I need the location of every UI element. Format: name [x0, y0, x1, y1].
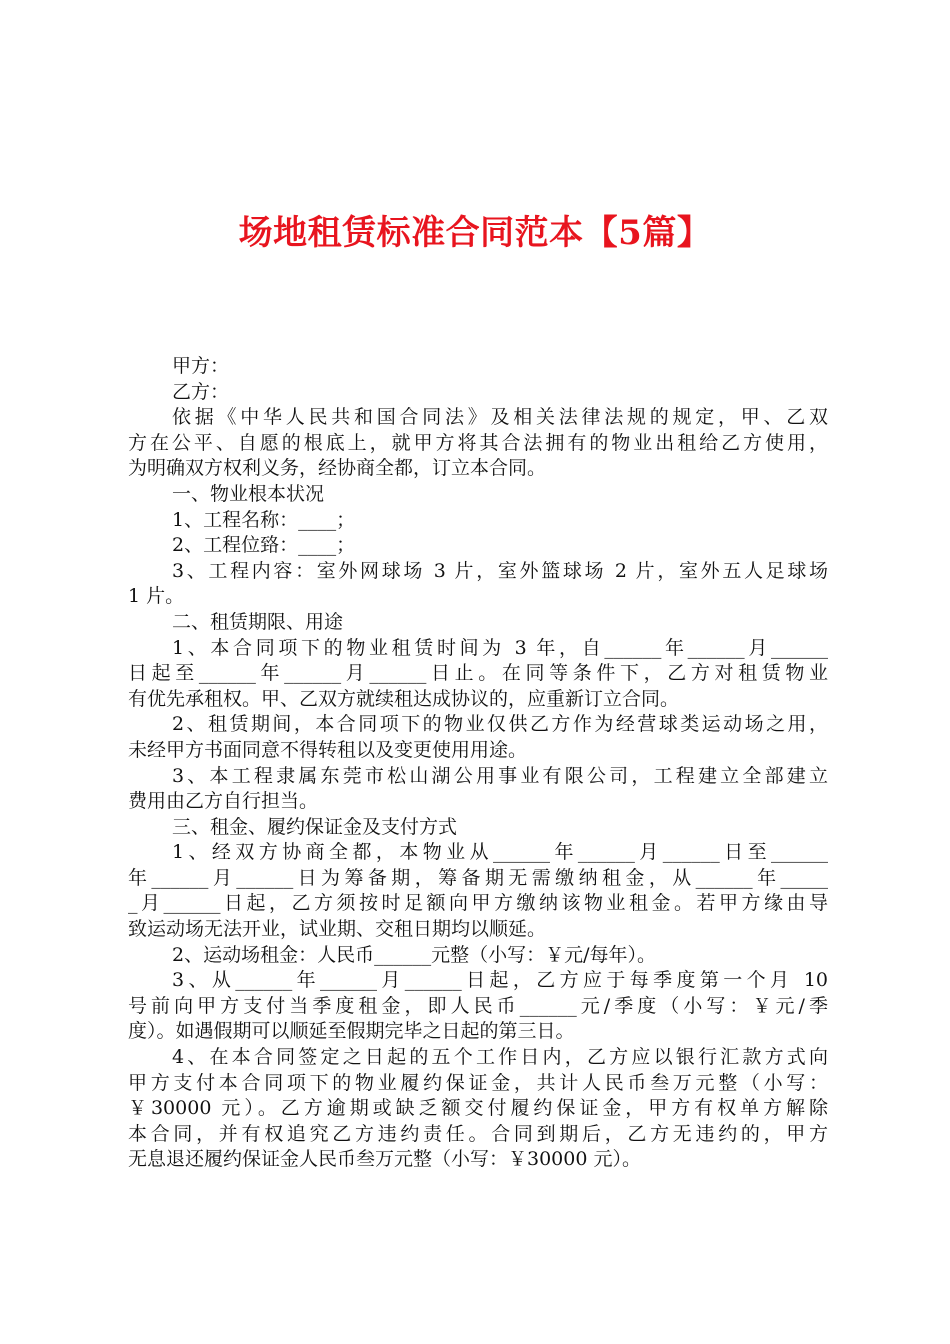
paragraph-line: 日起至______年______月______日止。在同等条件下，乙方对租赁物业: [128, 662, 828, 685]
paragraph-line: 二、租赁期限、用途: [172, 610, 344, 633]
paragraph-line: 三、租金、履约保证金及支付方式: [172, 815, 458, 838]
paragraph-line: 1、经双方协商全都，本物业从______年______月______日至______: [172, 841, 828, 864]
document-title: 场地租赁标准合同范本【5篇】: [238, 213, 712, 253]
document-body: [128, 354, 828, 1173]
paragraph-line: 费用由乙方自行担当。: [128, 790, 319, 813]
paragraph-line: 方在公平、自愿的根底上，就甲方将其合法拥有的物业出租给乙方使用，: [128, 431, 828, 454]
paragraph-line: 4、在本合同签定之日起的五个工作日内，乙方应以银行汇款方式向: [172, 1046, 828, 1069]
paragraph-line: 年______月______日为筹备期，筹备期无需缴纳租金，从______年_____: [128, 866, 828, 889]
paragraph-line: 甲方支付本合同项下的物业履约保证金，共计人民币叁万元整（小写：: [128, 1071, 828, 1094]
paragraph-line: 1 片。: [128, 585, 185, 608]
paragraph-line: 号前向甲方支付当季度租金，即人民币______元/季度（小写：￥元/季: [128, 994, 828, 1017]
paragraph-line: 2、运动场租金：人民币______元整（小写：￥元/每年）。: [172, 943, 656, 966]
paragraph-line: 一、物业根本状况: [172, 482, 325, 505]
paragraph-line: 甲方：: [172, 355, 230, 377]
paragraph-line: 3、工程内容：室外网球场 3 片，室外篮球场 2 片，室外五人足球场: [172, 559, 828, 582]
paragraph-line: 致运动场无法开业，试业期、交租日期均以顺延。: [128, 918, 547, 941]
paragraph-line: _月______日起，乙方须按时足额向甲方缴纳该物业租金。若甲方缘由导: [128, 892, 828, 915]
paragraph-line: 度）。如遇假期可以顺延至假期完毕之日起的第三日。: [128, 1020, 575, 1043]
paragraph-line: 有优先承租权。甲、乙双方就续租达成协议的，应重新订立合同。: [128, 687, 680, 710]
paragraph-line: 3、从______年______月______日起，乙方应于每季度第一个月 10: [172, 969, 828, 992]
paragraph-line: 无息退还履约保证金人民币叁万元整（小写：￥30000 元）。: [128, 1148, 641, 1171]
paragraph-line: 为明确双方权利义务，经协商全都，订立本合同。: [128, 457, 547, 480]
paragraph-line: 1、本合同项下的物业租赁时间为 3 年，自______年______月______: [172, 636, 828, 659]
paragraph-line: 2、工程位臵：____；: [172, 534, 356, 557]
paragraph-line: 乙方：: [172, 380, 230, 403]
paragraph-line: 本合同，并有权追究乙方违约责任。合同到期后，乙方无违约的，甲方: [128, 1122, 828, 1145]
paragraph-line: 未经甲方书面同意不得转租以及变更使用用途。: [128, 738, 528, 761]
paragraph-line: 1、工程名称：____；: [172, 508, 356, 531]
paragraph-line: 依据《中华人民共和国合同法》及相关法律法规的规定，甲、乙双: [172, 406, 828, 429]
paragraph-line: 3、本工程隶属东莞市松山湖公用事业有限公司，工程建立全部建立: [172, 764, 828, 787]
paragraph-line: 2、租赁期间，本合同项下的物业仅供乙方作为经营球类运动场之用，: [172, 713, 828, 736]
paragraph-line: ￥30000 元）。乙方逾期或缺乏额交付履约保证金，甲方有权单方解除: [128, 1097, 828, 1120]
